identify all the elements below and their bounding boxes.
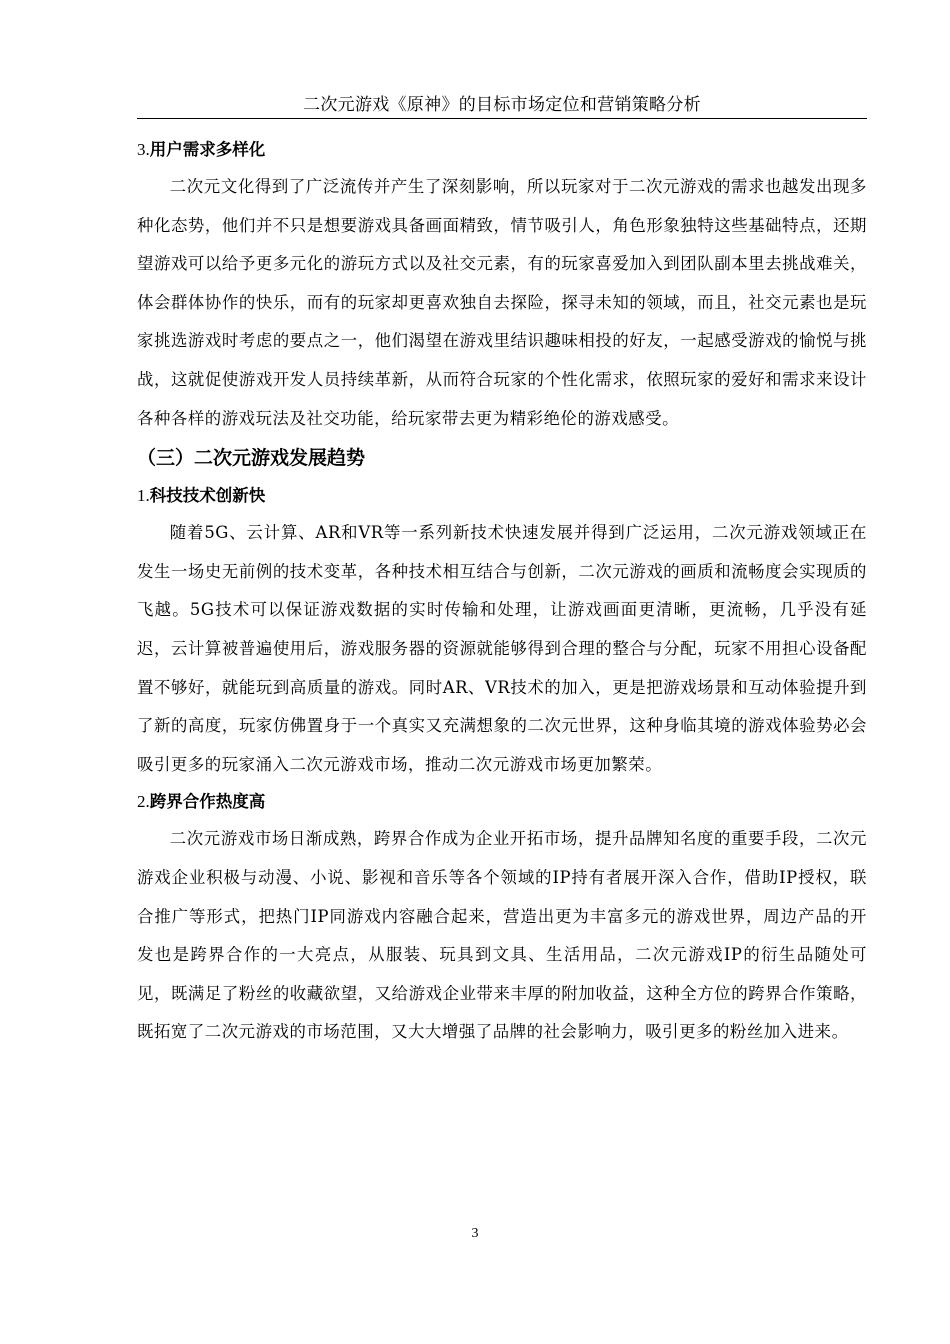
section-heading-text: 用户需求多样化 [149, 140, 266, 159]
page-number: 3 [471, 1226, 479, 1241]
paragraph-user-needs: 二次元文化得到了广泛流传并产生了深刻影响，所以玩家对于二次元游戏的需求也越发出现多种化态势，他们并不只是想要游戏具备画面精致，情节吸引人，角色形象独特这些基础特点，还期望游戏可以给予更多元化的游玩方式以及社交元素，有的玩家喜爱加入到团队副本里去挑战难关，体会群体协作的快乐，而有的玩家却更喜欢独自去探险，探寻未知的领域，而且，社交元素也是玩家挑选游戏时考虑的要点之一，他们渴望在游戏里结识趣味相投的好友，一起感受游戏的愉悦与挑战，这就促使游戏开发人员持续革新，从而符合玩家的个性化需求，依照玩家的爱好和需求来设计各种各样的游戏玩法及社交功能，给玩家带去更为精彩绝伦的游戏感受。 [137, 177, 867, 428]
subsection-heading-crossover [137, 784, 867, 820]
subsection-heading-text: 科技技术创新快 [149, 486, 266, 506]
page-content [137, 132, 867, 1052]
paragraph-crossover: 二次元游戏市场日渐成熟，跨界合作成为企业开拓市场，提升品牌知名度的重要手段，二次元游戏企业积极与动漫、小说、影视和音乐等各个领域的IP持有者展开深入合作，借助IP授权，联合推广等形式，把热门IP同游戏内容融合起来，营造出更为丰富多元的游戏世界，周边产品的开发也是跨界合作的一大亮点，从服装、玩具到文具、生活用品，二次元游戏IP的衍生品随处可见，既满足了粉丝的收藏欲望，又给游戏企业带来丰厚的附加收益，这种全方位的跨界合作策略，既拓宽了二次元游戏的市场范围，又大大增强了品牌的社会影响力，吸引更多的粉丝加入进来。 [137, 829, 867, 1042]
header-rule [137, 118, 867, 119]
subsection-heading-number: 2. [137, 792, 150, 812]
subsection-heading-text: 跨界合作热度高 [149, 792, 266, 812]
subsection-heading-number: 1. [137, 486, 150, 506]
section-heading-user-needs [137, 132, 867, 168]
chapter-heading: （三）二次元游戏发展趋势 [137, 447, 366, 470]
section-heading-number: 3. [137, 140, 150, 159]
subsection-heading-tech-innovation [137, 478, 867, 514]
paragraph-tech-innovation: 随着5G、云计算、AR和VR等一系列新技术快速发展并得到广泛运用，二次元游戏领域正在发生一场史无前例的技术变革，各种技术相互结合与创新，二次元游戏的画质和流畅度会实现质的飞越。5G技术可以保证游戏数据的实时传输和处理，让游戏画面更清晰，更流畅，几乎没有延迟，云计算被普遍使用后，游戏服务器的资源就能够得到合理的整合与分配，玩家不用担心设备配置不够好，就能玩到高质量的游戏。同时AR、VR技术的加入，更是把游戏场景和互动体验提升到了新的高度，玩家仿佛置身于一个真实又充满想象的二次元世界，这种身临其境的游戏体验势必会吸引更多的玩家涌入二次元游戏市场，推动二次元游戏市场更加繁荣。 [137, 523, 867, 774]
running-header: 二次元游戏《原神》的目标市场定位和营销策略分析 [303, 95, 701, 115]
